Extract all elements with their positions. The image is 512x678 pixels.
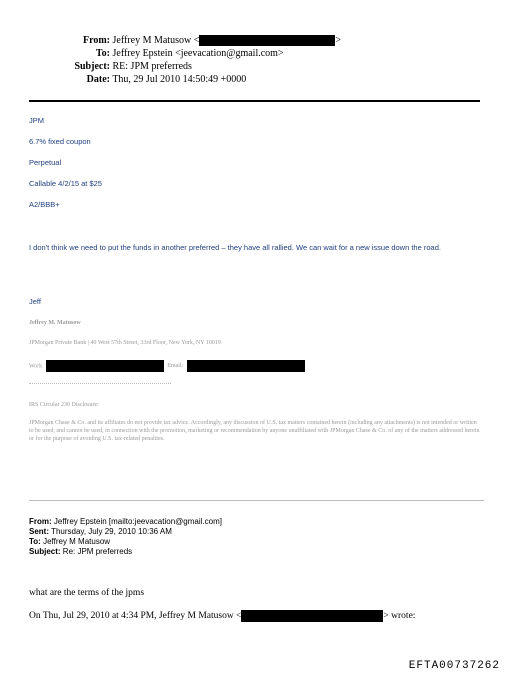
email-label: Email: xyxy=(167,363,184,370)
body-line: A2/BBB+ xyxy=(29,200,60,209)
quoted-to-value: Jeffrey M Matusow xyxy=(43,537,111,546)
date-label: Date: xyxy=(86,74,110,85)
body-line: 6.7% fixed coupon xyxy=(29,137,91,146)
to-label: To: xyxy=(95,48,110,59)
quoted-from-label: From: xyxy=(29,517,52,526)
body-line: JPM xyxy=(29,116,44,125)
quoted-from-value: Jeffrey Epstein [mailto:jeevacation@gmail.com] xyxy=(53,517,222,526)
quoted-sent-label: Sent: xyxy=(29,527,49,536)
quote-divider xyxy=(29,500,484,501)
date-value: Thu, 29 Jul 2010 14:50:49 +0000 xyxy=(112,74,247,85)
header-divider xyxy=(29,100,480,102)
redaction-bar xyxy=(46,360,164,372)
quoted-to-row xyxy=(29,537,110,547)
quoted-from-row xyxy=(29,517,222,527)
signature-contact-row xyxy=(29,360,305,372)
body-line: Callable 4/2/15 at $25 xyxy=(29,179,102,188)
quoted-subject-label: Subject: xyxy=(29,547,61,556)
quoted-subject-row xyxy=(29,547,132,557)
header-subject-row xyxy=(40,61,192,73)
quoted-message: what are the terms of the jpms xyxy=(29,588,145,598)
body-paragraph: I don't think we need to put the funds in another preferred – they have all rallied. We can wait for a new issue down the road. xyxy=(29,243,441,252)
signature-name: Jeffrey M. Matusow xyxy=(29,320,81,326)
header-to-row xyxy=(40,48,284,60)
disclaimer: JPMorgan Chase & Co. and its affiliates do not provide tax advice. Accordingly, any discussion of U.S. tax matters contained herein (including any attachments) is not intended or written to be used, and cannot be used, in connection with the promotion, marketing or recommendation by anyone unaffiliated with JPMorgan Chase & Co. of any of the matters addressed herein or for the purpose of avoiding U.S. tax-related penalties. xyxy=(29,420,480,442)
quoted-subject-value: Re: JPM preferreds xyxy=(62,547,133,556)
to-value: Jeffrey Epstein <jeevacation@gmail.com> xyxy=(112,48,284,59)
signature-divider xyxy=(29,383,171,384)
work-label: Work xyxy=(29,363,43,370)
redaction-bar xyxy=(187,360,305,372)
signoff: Jeff xyxy=(29,297,41,306)
quoted-sent-value: Thursday, July 29, 2010 10:36 AM xyxy=(51,527,172,536)
header-date-row xyxy=(40,74,246,86)
wrote-text: > wrote: xyxy=(383,611,416,622)
subject-value: RE: JPM preferreds xyxy=(112,61,192,72)
document-id: EFTA00737262 xyxy=(408,660,500,672)
subject-label: Subject: xyxy=(74,61,110,72)
body-line: Perpetual xyxy=(29,158,62,167)
signature-address: JPMorgan Private Bank | 40 West 57th Street, 33rd Floor, New York, NY 10019 xyxy=(29,340,221,346)
redaction-bar xyxy=(199,35,335,46)
quoted-to-label: To: xyxy=(29,537,41,546)
header-from-row xyxy=(40,35,341,47)
from-label: From: xyxy=(82,35,110,46)
from-tail: > xyxy=(335,35,341,46)
redaction-bar xyxy=(241,610,383,622)
from-value: Jeffrey M Matusow < xyxy=(112,35,200,46)
on-text: On Thu, Jul 29, 2010 at 4:34 PM, Jeffrey M Matusow < xyxy=(29,611,242,622)
irs-heading: IRS Circular 230 Disclosure: xyxy=(29,402,99,408)
quoted-sent-row xyxy=(29,527,172,537)
quoted-on-line xyxy=(29,610,415,622)
